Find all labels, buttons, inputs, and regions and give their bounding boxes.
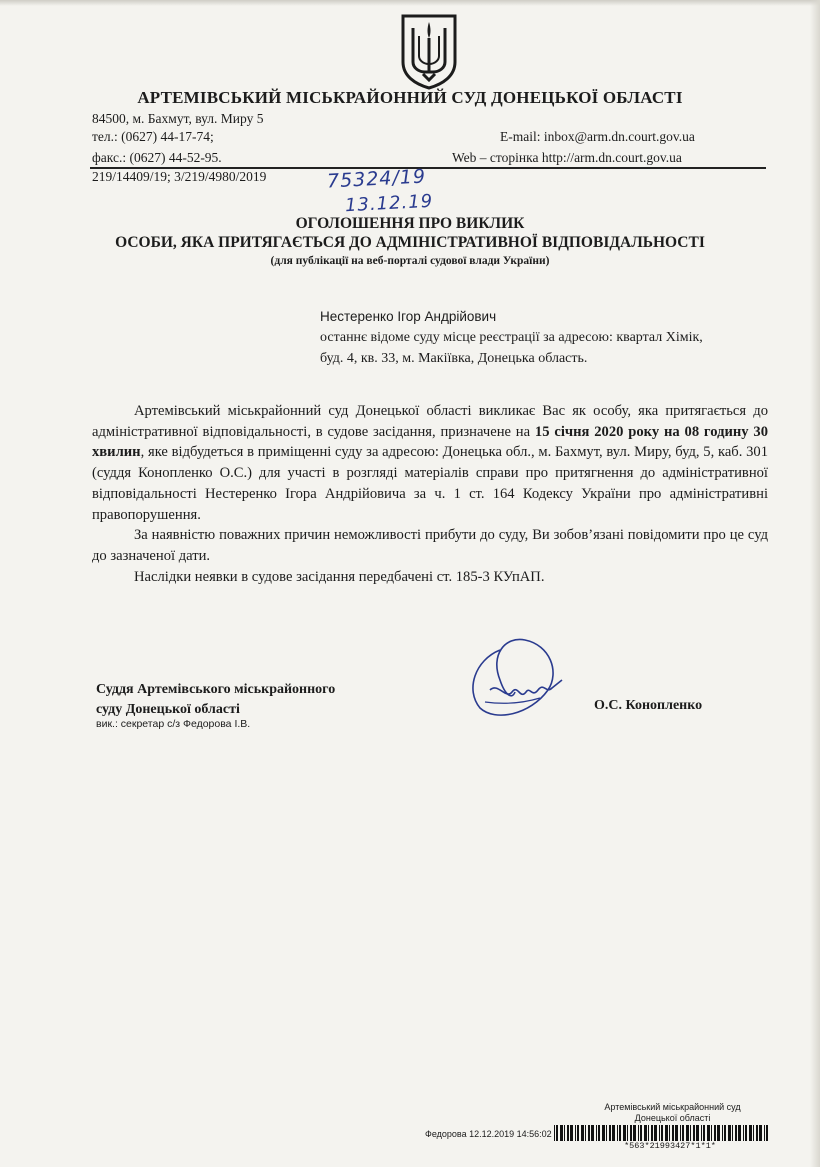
judge-name: О.С. Конопленко: [594, 698, 703, 713]
body-paragraph-3: Наслідки неявки в судове засідання передбачені ст. 185-3 КУпАП.: [134, 568, 545, 585]
judge-signature-icon: [460, 630, 580, 730]
document-barcode-icon: [554, 1125, 770, 1141]
court-address: 84500, м. Бахмут, вул. Миру 5: [92, 111, 264, 126]
body-paragraph-1: [92, 401, 768, 525]
court-name-heading: АРТЕМІВСЬКИЙ МІСЬКРАЙОННИЙ СУД ДОНЕЦЬКОЇ ОБЛАСТІ: [137, 88, 683, 107]
footer-court-line2: Донецької області: [634, 1113, 711, 1123]
judge-title-line2: суду Донецької області: [96, 702, 240, 717]
addressee-name: Нестеренко Ігор Андрійович: [320, 309, 497, 324]
page-edge-shadow-right: [810, 0, 820, 1167]
footer-court-line1: Артемівський міськрайонний суд: [604, 1102, 741, 1112]
secretary-note: вик.: секретар с/з Федорова І.В.: [96, 718, 251, 730]
barcode-caption: *563*21993427*1*1*: [624, 1141, 716, 1151]
addressee-address-line1: останнє відоме суду місце реєстрації за адресою: квартал Хімік,: [320, 330, 703, 345]
notice-title-line2: ОСОБИ, ЯКА ПРИТЯГАЄТЬСЯ ДО АДМІНІСТРАТИВНОЇ ВІДПОВІДАЛЬНОСТІ: [115, 234, 705, 251]
notice-title-line1: ОГОЛОШЕННЯ ПРО ВИКЛИК: [295, 215, 525, 232]
judge-title: [96, 680, 335, 720]
notice-body: [92, 401, 768, 587]
handwritten-registration-number: 75324/19: [326, 165, 427, 193]
addressee-block: [320, 306, 703, 369]
court-website: Web – сторінка http://arm.dn.court.gov.ua: [452, 150, 682, 165]
judge-title-line1: Суддя Артемівського міськрайонного: [96, 682, 336, 697]
hearing-datetime: 15 січня 2020 року на 08 годину 30 хвилин: [92, 423, 768, 461]
body-paragraph-1-end: , яке відбудеться в приміщенні суду за адресою: Донецька обл., м. Бахмут, вул. Миру, буд, 5, каб. 301 (суддя Конопленко О.С.) для участі в розгляді матеріалів справи про притягнення до адміністративної відповідальності Нестеренко Ігора Андрійовича за ч. 1 ст. 164 Кодексу України про адміністративні правопорушення.: [92, 444, 768, 523]
court-phone: тел.: (0627) 44-17-74;: [92, 129, 214, 144]
court-fax: факс.: (0627) 44-52-95.: [92, 150, 222, 165]
page-edge-shadow-top: [0, 0, 820, 6]
footer-timestamp: Федорова 12.12.2019 14:56:02: [425, 1129, 552, 1139]
ukraine-coat-of-arms-icon: [399, 12, 459, 90]
court-email: E-mail: inbox@arm.dn.court.gov.ua: [500, 129, 695, 144]
body-paragraph-2: За наявністю поважних причин неможливості прибути до суду, Ви зобов’язані повідомити про це суд до зазначеної дати.: [92, 527, 768, 564]
case-numbers: 219/14409/19; 3/219/4980/2019: [92, 169, 267, 184]
body-paragraph-1-start: Артемівський міськрайонний суд Донецької області викликає Вас як особу, яка притягається до адміністративної відповідальності, в судове засідання, призначене на: [92, 403, 768, 440]
handwritten-registration-date: 13.12.19: [344, 190, 434, 217]
footer-court-name: [580, 1102, 765, 1124]
addressee-address-line2: буд. 4, кв. 33, м. Макіївка, Донецька область.: [320, 351, 588, 366]
notice-subtitle: (для публікації на веб-порталі судової влади України): [270, 255, 550, 267]
